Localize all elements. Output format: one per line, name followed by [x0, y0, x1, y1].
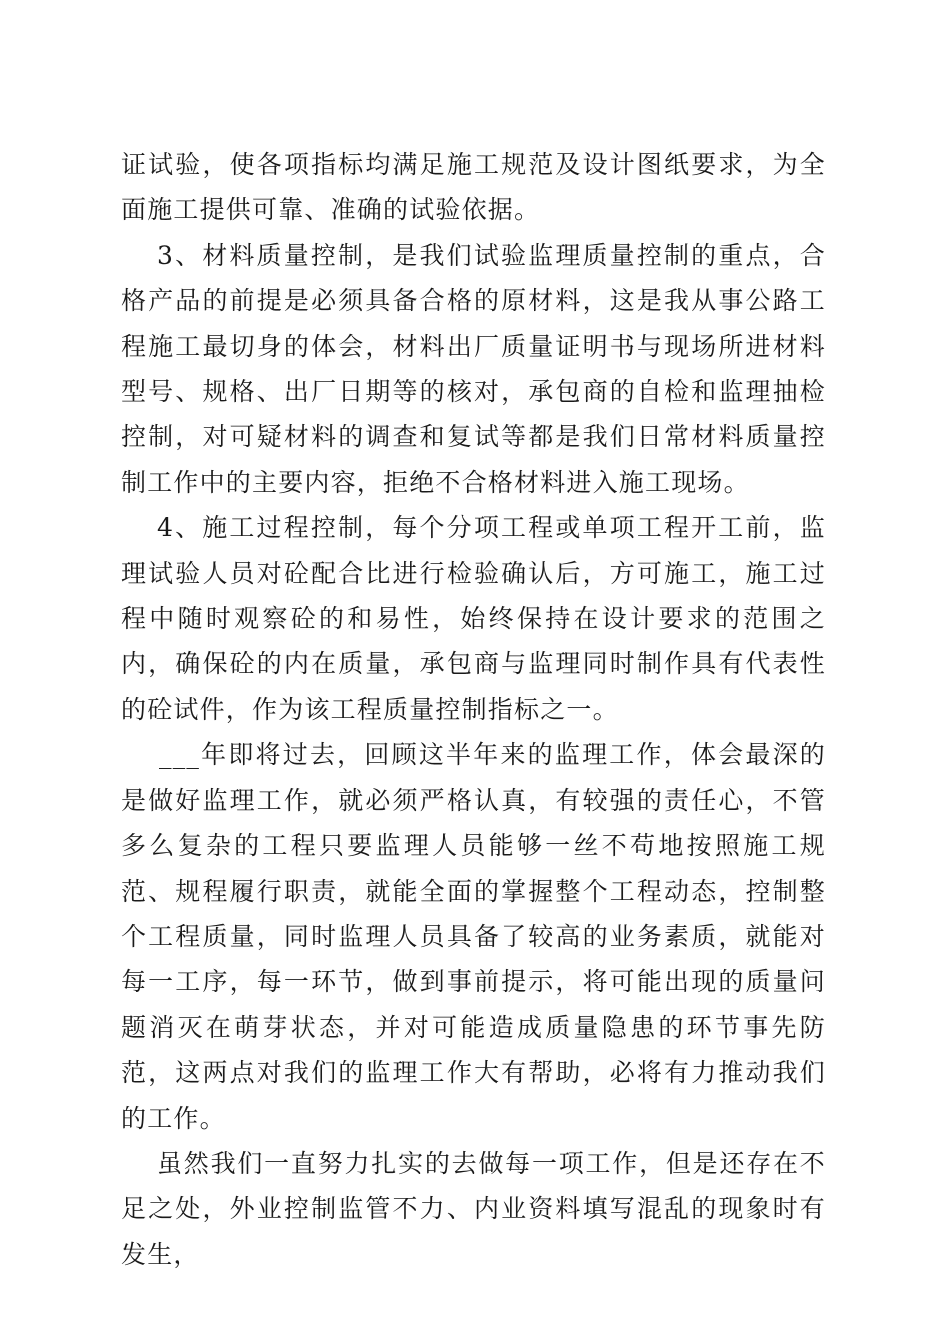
paragraph-shortcomings: 虽然我们一直努力扎实的去做每一项工作，但是还存在不足之处，外业控制监管不力、内业资料填写混乱的现象时有发生，	[121, 1148, 826, 1269]
paragraph-construction-process-control: 4、施工过程控制，每个分项工程或单项工程开工前，监理试验人员对砼配合比进行检验确认后，方可施工，施工过程中随时观察砼的和易性，始终保持在设计要求的范围之内，确保砼的内在质量，承包商与监理同时制作具有代表性的砼试件，作为该工程质量控制指标之一。	[121, 513, 826, 724]
paragraph-year-review: ___年即将过去，回顾这半年来的监理工作，体会最深的是做好监理工作，就必须严格认真，有较强的责任心，不管多么复杂的工程只要监理人员能够一丝不苟地按照施工规范、规程履行职责，就能全面的掌握整个工程动态，控制整个工程质量，同时监理人员具备了较高的业务素质，就能对每一工序，每一环节，做到事前提示，将可能出现的质量问题消灭在萌芽状态，并对可能造成质量隐患的环节事先防范，这两点对我们的监理工作大有帮助，必将有力推动我们的工作。	[121, 740, 826, 1133]
paragraph-material-quality-control: 3、材料质量控制，是我们试验监理质量控制的重点，合格产品的前提是必须具备合格的原材料，这是我从事公路工程施工最切身的体会，材料出厂质量证明书与现场所进材料型号、规格、出厂日期等的核对，承包商的自检和监理抽检控制，对可疑材料的调查和复试等都是我们日常材料质量控制工作中的主要内容，拒绝不合格材料进入施工现场。	[121, 240, 826, 497]
paragraph-test-verification-continued: 证试验，使各项指标均满足施工规范及设计图纸要求，为全面施工提供可靠、准确的试验依据。	[121, 150, 826, 225]
document-body	[121, 142, 826, 1277]
